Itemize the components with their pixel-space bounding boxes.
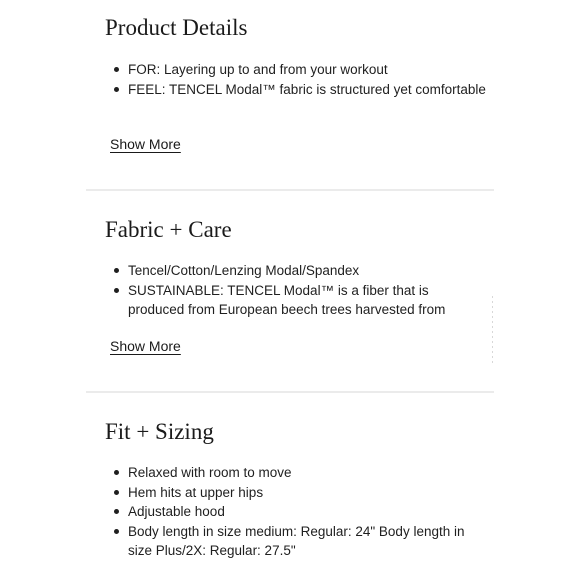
section-title-product-details: Product Details [105, 15, 248, 40]
show-more-button-fabric-care[interactable]: Show More [110, 338, 181, 354]
product-details-list [110, 60, 488, 99]
list-item: Hem hits at upper hips [110, 483, 488, 503]
show-more-button-product-details[interactable]: Show More [110, 136, 181, 152]
list-item: SUSTAINABLE: TENCEL Modal™ is a fiber that is produced from European beech trees harvested from [110, 281, 482, 320]
list-item: Relaxed with room to move [110, 463, 488, 483]
list-item: Adjustable hood [110, 502, 488, 522]
fabric-care-list [110, 261, 482, 319]
section-title-fabric-care: Fabric + Care [105, 217, 232, 242]
section-divider [86, 391, 494, 393]
list-item: FOR: Layering up to and from your workout [110, 60, 488, 80]
list-item: FEEL: TENCEL Modal™ fabric is structured yet comfortable [110, 80, 488, 100]
list-item: Body length in size medium: Regular: 24" Body length in size Plus/2X: Regular: 27.5" [110, 522, 488, 561]
list-item: Tencel/Cotton/Lenzing Modal/Spandex [110, 261, 482, 281]
content-fade-edge [492, 296, 493, 364]
fit-sizing-list [110, 463, 488, 561]
section-title-fit-sizing: Fit + Sizing [105, 419, 214, 444]
section-divider [86, 189, 494, 191]
